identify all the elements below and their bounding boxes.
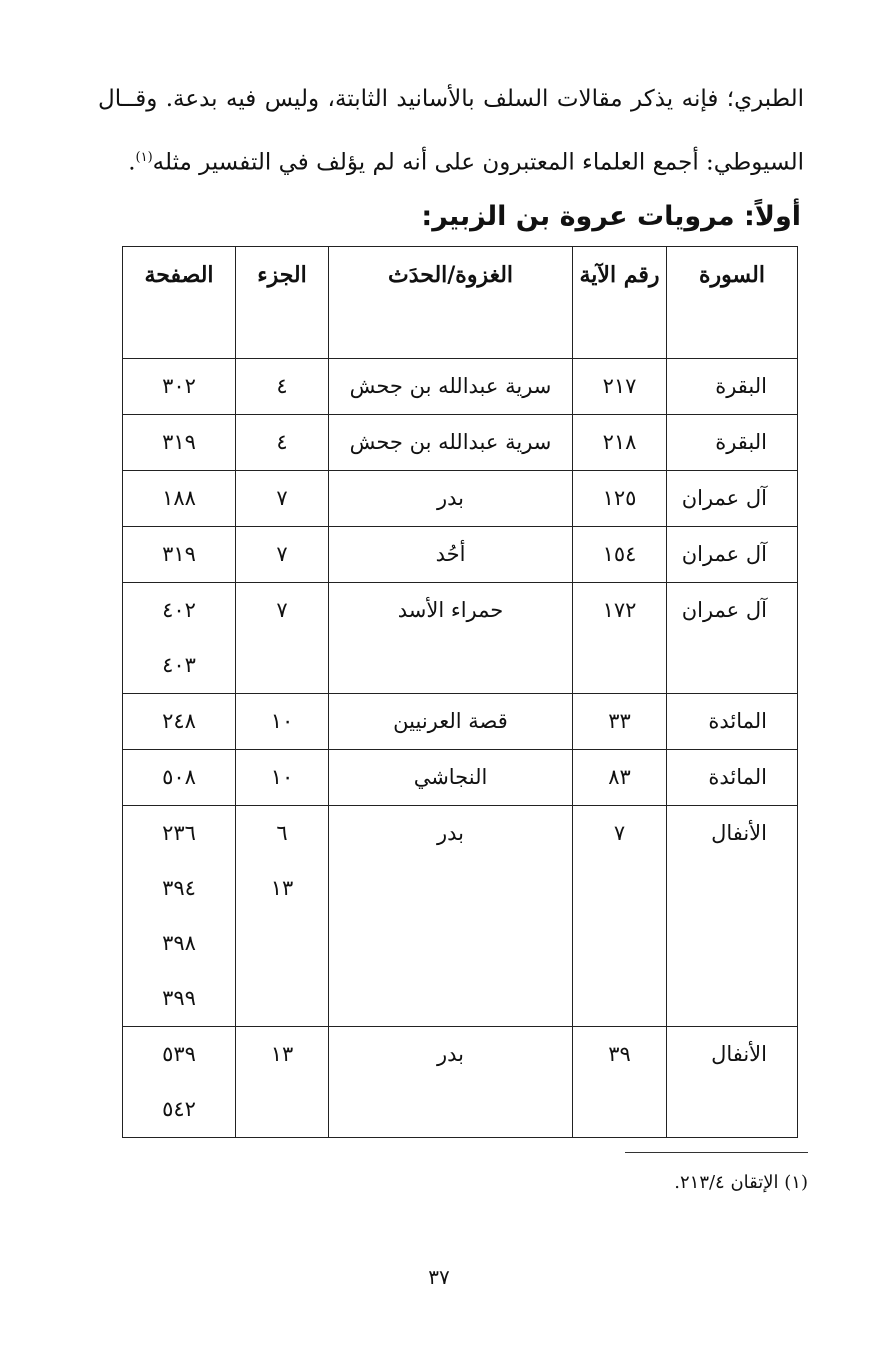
event-cell: النجاشي [329,750,573,806]
table-row [123,750,798,806]
ayah-cell: ١٥٤ [573,527,667,583]
page-cell [123,694,236,750]
event-cell: قصة العرنيين [329,694,573,750]
page-value: ٥٠٨ [162,765,196,789]
ayah-cell: ٢١٨ [573,415,667,471]
table-row [123,1027,798,1138]
part-value: ٤ [276,430,288,454]
event-cell: سرية عبدالله بن جحش [329,359,573,415]
part-value: ١٣ [270,1042,294,1066]
table-row [123,415,798,471]
part-value: ٧ [276,486,288,510]
part-value: ٧ [276,598,288,622]
page-value: ٣١٩ [162,430,196,454]
event-cell: سرية عبدالله بن جحش [329,415,573,471]
part-value: ٦ [276,821,288,845]
ayah-cell: ٣٩ [573,1027,667,1138]
table-header-row [123,247,798,359]
part-value: ١٠ [270,765,294,789]
ayah-cell: ١٢٥ [573,471,667,527]
event-cell: بدر [329,806,573,1027]
table-row [123,359,798,415]
header-page: الصفحة [123,247,236,359]
header-ayah: رقم الآية [573,247,667,359]
paragraph-line-2 [98,143,804,178]
part-cell [236,583,329,694]
part-cell [236,415,329,471]
part-value: ٤ [276,374,288,398]
ayah-cell: ٧ [573,806,667,1027]
page-value: ٣٩٩ [162,986,196,1010]
page-cell [123,415,236,471]
event-cell: بدر [329,1027,573,1138]
surah-cell: المائدة [667,750,798,806]
event-cell: أحُد [329,527,573,583]
table-row [123,471,798,527]
event-cell: حمراء الأسد [329,583,573,694]
page-value: ٤٠٣ [162,653,196,677]
part-cell [236,359,329,415]
page-value: ٢٤٨ [162,709,196,733]
event-cell: بدر [329,471,573,527]
table-row [123,694,798,750]
footnote-reference: (١) [135,150,153,165]
ayah-cell: ٣٣ [573,694,667,750]
surah-cell: البقرة [667,415,798,471]
part-cell [236,750,329,806]
part-cell [236,694,329,750]
footnote-divider [625,1152,808,1153]
section-title: أولاً: مرويات عروة بن الزبير: [421,201,801,232]
page-cell [123,1027,236,1138]
page-value: ١٨٨ [162,486,196,510]
page-cell [123,471,236,527]
table-row [123,806,798,1027]
page-cell [123,583,236,694]
table-row [123,527,798,583]
surah-cell: المائدة [667,694,798,750]
page-value: ٣٩٨ [162,931,196,955]
surah-cell: الأنفال [667,806,798,1027]
ayah-cell: ١٧٢ [573,583,667,694]
paragraph-line-2-end: . [128,149,136,176]
part-cell [236,527,329,583]
page-value: ٣١٩ [162,542,196,566]
paragraph-line-2-text: السيوطي: أجمع العلماء المعتبرون على أنه لم يؤلف في التفسير مثله [152,149,804,176]
page-value: ٥٤٢ [162,1097,196,1121]
page-value: ٣٩٤ [162,876,196,900]
part-cell [236,806,329,1027]
page-cell [123,806,236,1027]
part-value: ٧ [276,542,288,566]
surah-cell: آل عمران [667,471,798,527]
surah-cell: آل عمران [667,583,798,694]
header-surah: السورة [667,247,798,359]
page-value: ٥٣٩ [162,1042,196,1066]
header-event: الغزوة/الحدَث [329,247,573,359]
part-value: ١٠ [270,709,294,733]
table-row [123,583,798,694]
surah-cell: آل عمران [667,527,798,583]
page-value: ٤٠٢ [162,598,196,622]
page-cell [123,750,236,806]
paragraph-line-1: الطبري؛ فإنه يذكر مقالات السلف بالأسانيد الثابتة، وليس فيه بدعة. وقــال [98,86,804,112]
page-cell [123,359,236,415]
ayah-cell: ٢١٧ [573,359,667,415]
part-cell [236,1027,329,1138]
header-part: الجزء [236,247,329,359]
page-value: ٣٠٢ [162,374,196,398]
page-cell [123,527,236,583]
surah-cell: البقرة [667,359,798,415]
part-value: ١٣ [270,876,294,900]
page-number: ٣٧ [428,1265,450,1289]
page-value: ٢٣٦ [162,821,196,845]
narrations-table [122,246,798,1138]
part-cell [236,471,329,527]
surah-cell: الأنفال [667,1027,798,1138]
footnote: (١) الإتقان ٢١٣/٤. [674,1172,808,1193]
ayah-cell: ٨٣ [573,750,667,806]
